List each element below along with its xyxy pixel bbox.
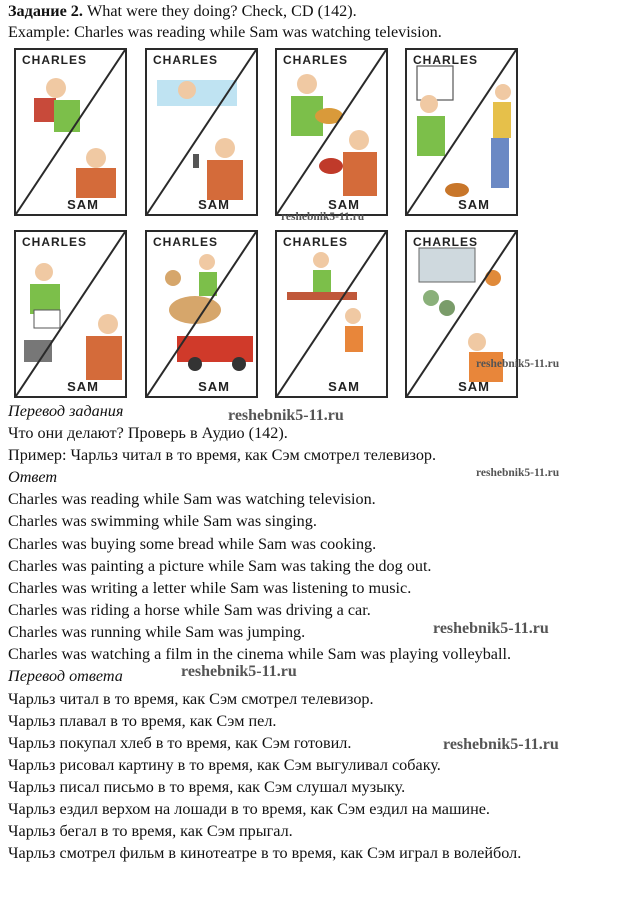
answer-line: Charles was writing a letter while Sam was listening to music. (8, 579, 412, 597)
panel-label-sam: SAM (328, 197, 360, 212)
illustration-panel (275, 230, 388, 398)
illustration-panel (145, 48, 258, 216)
illustration-shape (46, 78, 66, 98)
answer-line: Charles was running while Sam was jumping. (8, 623, 306, 641)
illustration-shape (419, 248, 475, 282)
answer-translation-line: Чарльз смотрел фильм в кинотеатре в то время, как Сэм играл в волейбол. (8, 844, 522, 862)
task-text: What were they doing? Check, CD (142). (82, 2, 357, 20)
watermark: reshebnik5-11.ru (443, 736, 559, 753)
illustration-panel (405, 48, 518, 216)
illustration-shape (297, 74, 317, 94)
panel-illustration (407, 232, 516, 396)
illustration-shape (35, 263, 53, 281)
panel-label-charles: CHARLES (22, 235, 88, 249)
panel-label-charles: CHARLES (283, 53, 349, 67)
answer-line: Charles was swimming while Sam was singing. (8, 512, 317, 530)
watermark: reshebnik5-11.ru (181, 663, 297, 680)
watermark: reshebnik5-11.ru (476, 358, 560, 370)
illustration-shape (24, 340, 52, 362)
illustration-shape (345, 308, 361, 324)
illustration-panel (405, 230, 518, 398)
illustration-shape (345, 326, 363, 352)
answer-heading: Ответ (8, 468, 58, 486)
illustration-shape (199, 272, 217, 296)
panel-illustration (277, 232, 386, 396)
panel-label-charles: CHARLES (153, 53, 219, 67)
panel-label-sam: SAM (328, 379, 360, 394)
panel-label-sam: SAM (458, 197, 490, 212)
panel-illustration (277, 50, 386, 214)
answer-line: Charles was painting a picture while Sam was taking the dog out. (8, 557, 432, 575)
illustration-panel (14, 230, 127, 398)
answer-translation-heading: Перевод ответа (8, 667, 123, 685)
watermark: reshebnik5-11.ru (228, 407, 344, 424)
answer-translation-line: Чарльз ездил верхом на лошади в то время, как Сэм ездил на машине. (8, 800, 490, 818)
panel-illustration (16, 232, 125, 396)
illustration-shape (420, 95, 438, 113)
illustration-shape (86, 148, 106, 168)
illustration-shape (493, 102, 511, 138)
answer-line: Charles was buying some bread while Sam was cooking. (8, 535, 377, 553)
illustration-shape (445, 183, 469, 197)
answer-translation-line: Чарльз читал в то время, как Сэм смотрел телевизор. (8, 690, 374, 708)
panel-label-charles: CHARLES (153, 235, 219, 249)
illustration-shape (169, 296, 221, 324)
illustration-shape (417, 116, 445, 156)
illustration-panel (14, 48, 127, 216)
answer-line: Charles was watching a film in the cinema while Sam was playing volleyball. (8, 645, 512, 663)
panel-label-charles: CHARLES (413, 53, 479, 67)
illustration-shape (349, 130, 369, 150)
answer-translation-line: Чарльз писал письмо в то время, как Сэм слушал музыку. (8, 778, 406, 796)
illustration-panel (275, 48, 388, 216)
answer-translation-line: Чарльз бегал в то время, как Сэм прыгал. (8, 822, 293, 840)
panel-illustration (147, 50, 256, 214)
task-number: Задание 2. (8, 2, 83, 20)
illustration-shape (215, 138, 235, 158)
panel-illustration (147, 232, 256, 396)
illustration-shape (232, 357, 246, 371)
task-title (8, 0, 627, 22)
illustration-shape (423, 290, 439, 306)
panel-label-sam: SAM (198, 379, 230, 394)
watermark: reshebnik5-11.ru (476, 467, 560, 479)
illustration-shape (319, 158, 343, 174)
illustration-shape (495, 84, 511, 100)
watermark: reshebnik5-11.ru (281, 211, 365, 223)
illustration-shape (188, 357, 202, 371)
panel-divider (277, 232, 386, 396)
answer-translation-line: Чарльз покупал хлеб в то время, как Сэм готовил. (8, 734, 352, 752)
example-line: Example: Charles was reading while Sam was watching television. (8, 23, 442, 41)
illustration-shape (165, 270, 181, 286)
illustration-shape (485, 270, 501, 286)
illustration-shape (98, 314, 118, 334)
panel-label-charles: CHARLES (283, 235, 349, 249)
panel-label-sam: SAM (458, 379, 490, 394)
illustration-shape (199, 254, 215, 270)
panel-illustration (407, 50, 516, 214)
panel-illustration (16, 50, 125, 214)
panel-label-sam: SAM (67, 379, 99, 394)
answer-line: Charles was riding a horse while Sam was driving a car. (8, 601, 371, 619)
illustration-shape (207, 160, 243, 200)
watermark: reshebnik5-11.ru (433, 620, 549, 637)
illustration-shape (313, 252, 329, 268)
illustration-shape (193, 154, 199, 168)
answer-line: Charles was reading while Sam was watching television. (8, 490, 376, 508)
answer-translation-line: Чарльз плавал в то время, как Сэм пел. (8, 712, 277, 730)
illustration-shape (157, 80, 237, 106)
panel-label-charles: CHARLES (413, 235, 479, 249)
illustration-panel (145, 230, 258, 398)
panel-label-charles: CHARLES (22, 53, 88, 67)
illustration-shape (34, 310, 60, 328)
illustration-shape (439, 300, 455, 316)
illustration-shape (343, 152, 377, 196)
illustration-shape (468, 333, 486, 351)
illustration-shape (491, 138, 509, 188)
panel-label-sam: SAM (198, 197, 230, 212)
answer-translation-line: Чарльз рисовал картину в то время, как Сэм выгуливал собаку. (8, 756, 441, 774)
illustration-shape (34, 98, 56, 122)
translation-heading: Перевод задания (8, 402, 124, 420)
illustration-shape (86, 336, 122, 380)
illustration-shape (178, 81, 196, 99)
illustration-shape (417, 66, 453, 100)
translation-line: Что они делают? Проверь в Аудио (142). (8, 424, 288, 442)
translation-line: Пример: Чарльз читал в то время, как Сэм смотрел телевизор. (8, 446, 437, 464)
illustration-shape (76, 168, 116, 198)
panel-label-sam: SAM (67, 197, 99, 212)
illustration-shape (54, 100, 80, 132)
